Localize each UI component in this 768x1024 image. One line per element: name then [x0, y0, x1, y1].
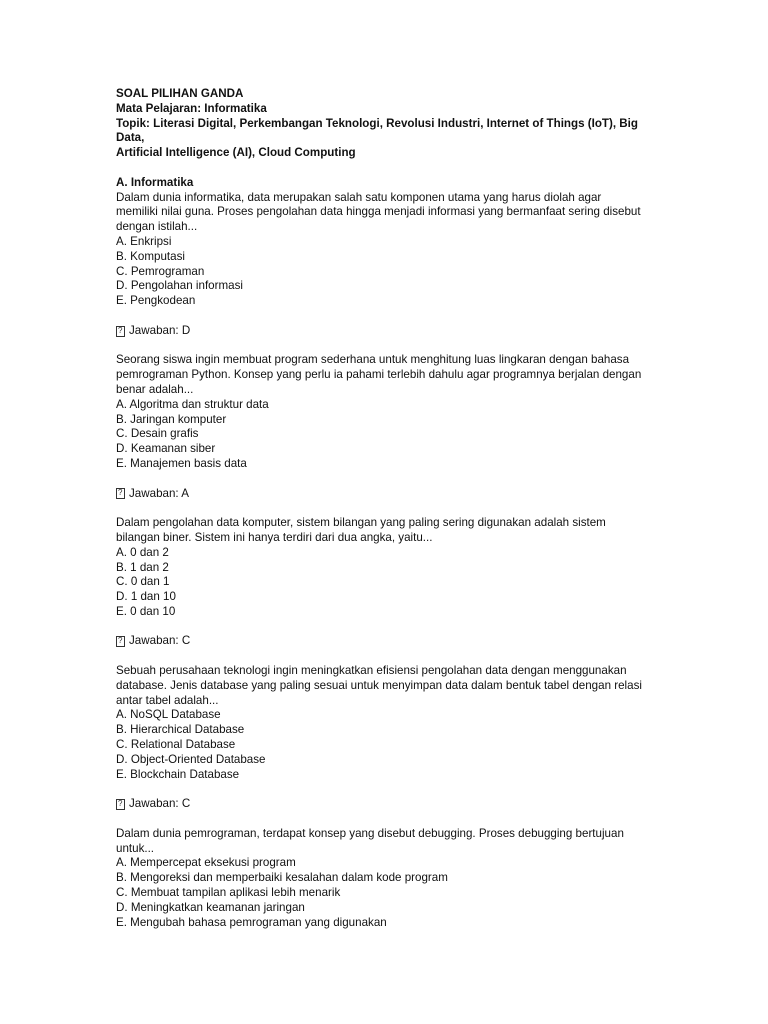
option-b: B. Komputasi	[116, 249, 185, 263]
option-e: E. Mengubah bahasa pemrograman yang digunakan	[116, 915, 387, 929]
subject-line: Mata Pelajaran: Informatika	[116, 101, 267, 115]
answer-text: Jawaban: C	[129, 797, 191, 811]
answer-line	[116, 797, 668, 812]
option-a: A. 0 dan 2	[116, 545, 169, 559]
question-text-line: Dalam pengolahan data komputer, sistem bilangan yang paling sering digunakan adalah sistem	[116, 516, 606, 530]
options-list	[116, 235, 668, 309]
question-text-line: antar tabel adalah...	[116, 693, 219, 707]
option-d: D. Keamanan siber	[116, 442, 216, 456]
option-d: D. Object-Oriented Database	[116, 752, 266, 766]
option-c: C. 0 dan 1	[116, 575, 170, 589]
option-c: C. Pemrograman	[116, 264, 205, 278]
question-text-line: Seorang siswa ingin membuat program sederhana untuk menghitung luas lingkaran dengan bahasa	[116, 353, 630, 367]
option-d: D. 1 dan 10	[116, 590, 176, 604]
options-list	[116, 856, 668, 930]
doc-title: SOAL PILIHAN GANDA	[116, 87, 244, 100]
question-text-line: benar adalah...	[116, 382, 194, 396]
option-a: A. Algoritma dan struktur data	[116, 397, 269, 411]
option-a: A. NoSQL Database	[116, 708, 221, 722]
option-b: B. Jaringan komputer	[116, 412, 227, 426]
question-1	[116, 191, 668, 339]
answer-line	[116, 487, 668, 502]
question-3	[116, 516, 668, 649]
question-text-line: pemrograman Python. Konsep yang perlu ia pahami terlebih dahulu agar programnya berjalan dengan	[116, 368, 642, 382]
answer-line	[116, 634, 668, 649]
title-block	[116, 87, 668, 161]
topic-line-2: Artificial Intelligence (AI), Cloud Computing	[116, 146, 356, 160]
options-list	[116, 546, 668, 620]
option-a: A. Mempercepat eksekusi program	[116, 856, 296, 870]
missing-glyph-icon	[116, 799, 125, 810]
option-e: E. Manajemen basis data	[116, 456, 247, 470]
options-list	[116, 398, 668, 472]
missing-glyph-icon	[116, 326, 125, 337]
option-b: B. Hierarchical Database	[116, 723, 245, 737]
option-b: B. Mengoreksi dan memperbaiki kesalahan dalam kode program	[116, 871, 448, 885]
question-text-line: memiliki nilai guna. Proses pengolahan data hingga menjadi informasi yang bermanfaat sering disebut	[116, 205, 641, 219]
question-text-line: untuk...	[116, 841, 155, 855]
answer-line	[116, 324, 668, 339]
option-e: E. Pengkodean	[116, 294, 196, 308]
option-e: E. Blockchain Database	[116, 767, 240, 781]
answer-text: Jawaban: D	[129, 323, 191, 337]
answer-text: Jawaban: C	[129, 634, 191, 648]
section-heading: A. Informatika	[116, 175, 194, 189]
question-text-line: dengan istilah...	[116, 220, 198, 234]
option-c: C. Desain grafis	[116, 427, 199, 441]
topic-line-1: Topik: Literasi Digital, Perkembangan Teknologi, Revolusi Industri, Internet of Things (IoT), Big Data,	[116, 116, 638, 145]
options-list	[116, 708, 668, 782]
option-c: C. Membuat tampilan aplikasi lebih menarik	[116, 886, 341, 900]
option-e: E. 0 dan 10	[116, 604, 176, 618]
option-c: C. Relational Database	[116, 738, 236, 752]
question-5	[116, 827, 668, 931]
question-text-line: Dalam dunia informatika, data merupakan salah satu komponen utama yang harus diolah agar	[116, 190, 602, 204]
option-b: B. 1 dan 2	[116, 560, 169, 574]
answer-text: Jawaban: A	[129, 486, 189, 500]
question-4	[116, 664, 668, 812]
option-a: A. Enkripsi	[116, 234, 172, 248]
question-2	[116, 353, 668, 501]
missing-glyph-icon	[116, 636, 125, 647]
option-d: D. Meningkatkan keamanan jaringan	[116, 900, 305, 914]
question-text-line: Dalam dunia pemrograman, terdapat konsep yang disebut debugging. Proses debugging bertujuan	[116, 826, 624, 840]
option-d: D. Pengolahan informasi	[116, 279, 243, 293]
question-text-line: Sebuah perusahaan teknologi ingin meningkatkan efisiensi pengolahan data dengan menggunakan	[116, 664, 627, 678]
question-text-line: database. Jenis database yang paling sesuai untuk menyimpan data dalam bentuk tabel dengan relasi	[116, 678, 642, 692]
question-text-line: bilangan biner. Sistem ini hanya terdiri dari dua angka, yaitu...	[116, 530, 433, 544]
missing-glyph-icon	[116, 488, 125, 499]
